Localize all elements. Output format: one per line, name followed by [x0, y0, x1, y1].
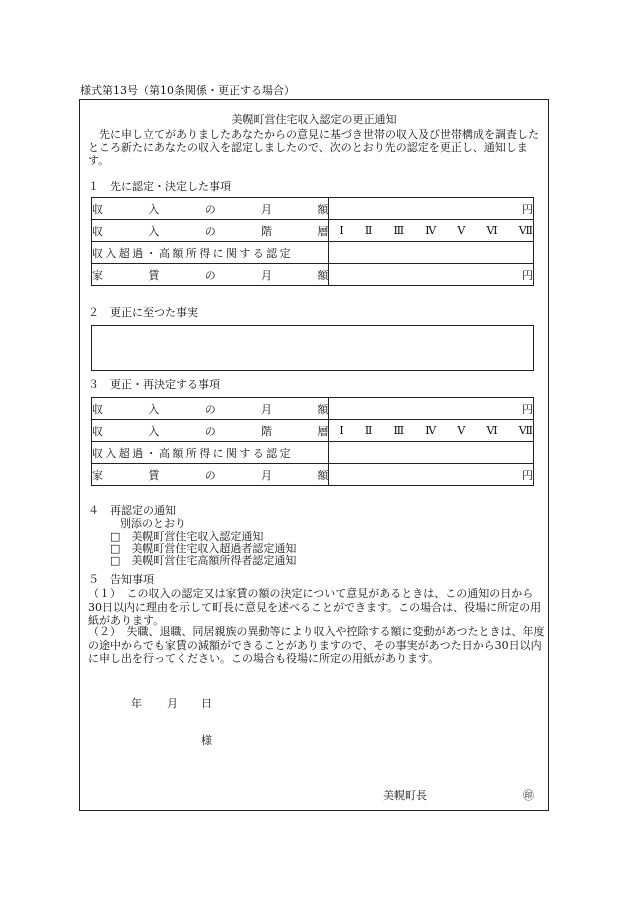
checkbox-icon[interactable]: □ — [110, 530, 121, 543]
table-row — [92, 398, 534, 420]
section2-heading: ２ 更正に至つた事実 — [88, 306, 198, 319]
excess-value[interactable] — [329, 442, 534, 464]
section1-table — [91, 197, 534, 286]
section1-heading: １ 先に認定・決定した事項 — [88, 180, 231, 193]
option-initial-recognition[interactable]: □ 美幌町営住宅収入認定通知 — [110, 530, 264, 543]
excess-label: 収入超過・高額所得に関する認定 — [92, 242, 329, 264]
issuer-name: 美幌町長 — [383, 789, 427, 802]
table-row — [92, 442, 534, 464]
yen-unit: 円 — [522, 268, 533, 282]
section4-heading: ４ 再認定の通知 — [88, 504, 176, 517]
rent-label: 家 賃 の 月 額 — [92, 468, 329, 482]
date-day: 日 — [201, 697, 212, 710]
table-row — [92, 420, 534, 442]
income-label: 収 入 の 月 額 — [92, 402, 329, 416]
section3-heading: ３ 更正・再決定する事項 — [88, 378, 220, 391]
rent-value[interactable] — [329, 464, 534, 486]
document-title: 美幌町営住宅収入認定の更正通知 — [231, 113, 397, 126]
facts-textbox[interactable] — [91, 325, 534, 371]
income-label: 収 入 の 月 額 — [92, 202, 329, 216]
section4-sub: 別添のとおり — [120, 517, 186, 530]
addressee-suffix: 様 — [201, 734, 212, 747]
table-row — [92, 242, 534, 264]
level-options: Ⅰ Ⅱ Ⅲ Ⅳ Ⅴ Ⅵ Ⅶ — [339, 224, 533, 237]
notice-item-2: （２） 失職、退職、同居親族の異動等により収入や控除する額に変動があつたときは、年度の途中からでも家賃の減額ができることがありますので、その事実があつた日から30日以内に申し出を行ってください。この場合も役場に所定の用紙があります。 — [88, 625, 545, 665]
rent-value[interactable] — [329, 264, 534, 286]
date-year: 年 — [131, 697, 142, 710]
section3-table — [91, 397, 534, 486]
excess-label: 収入超過・高額所得に関する認定 — [92, 442, 329, 464]
rent-label: 家 賃 の 月 額 — [92, 268, 329, 282]
yen-unit: 円 — [522, 202, 533, 216]
table-row — [92, 220, 534, 242]
seal-icon: ㊞ — [523, 789, 534, 802]
option-excess-income[interactable]: □ 美幌町営住宅収入超過者認定通知 — [110, 542, 297, 555]
checkbox-icon[interactable]: □ — [110, 542, 121, 555]
checkbox-icon[interactable]: □ — [110, 554, 121, 567]
intro-paragraph: 先に申し立てがありましたあなたからの意見に基づき世帯の収入及び世帯構成を調査したところ新たにあなたの収入を認定しましたので、次のとおり先の認定を更正し、通知します。 — [88, 128, 539, 167]
level-options: Ⅰ Ⅱ Ⅲ Ⅳ Ⅴ Ⅵ Ⅶ — [339, 424, 533, 437]
level-label: 収 入 の 階 層 — [92, 424, 329, 438]
table-row — [92, 264, 534, 286]
income-value[interactable] — [329, 398, 534, 420]
yen-unit: 円 — [522, 402, 533, 416]
level-value[interactable] — [329, 420, 534, 442]
section5-heading: ５ 告知事項 — [88, 573, 154, 586]
notice-item-1: （１） この収入の認定又は家賃の額の決定について意見があるときは、この通知の日から30日以内に理由を示して町長に意見を述べることができます。この場合は、役場に所定の用紙があります。 — [88, 587, 542, 627]
date-month: 月 — [167, 697, 178, 710]
excess-value[interactable] — [329, 242, 534, 264]
yen-unit: 円 — [522, 468, 533, 482]
table-row — [92, 464, 534, 486]
level-value[interactable] — [329, 220, 534, 242]
income-value[interactable] — [329, 198, 534, 220]
table-row — [92, 198, 534, 220]
form-number-label: 様式第13号（第10条関係・更正する場合） — [80, 84, 295, 97]
option-high-income[interactable]: □ 美幌町営住宅高額所得者認定通知 — [110, 554, 297, 567]
level-label: 収 入 の 階 層 — [92, 224, 329, 238]
